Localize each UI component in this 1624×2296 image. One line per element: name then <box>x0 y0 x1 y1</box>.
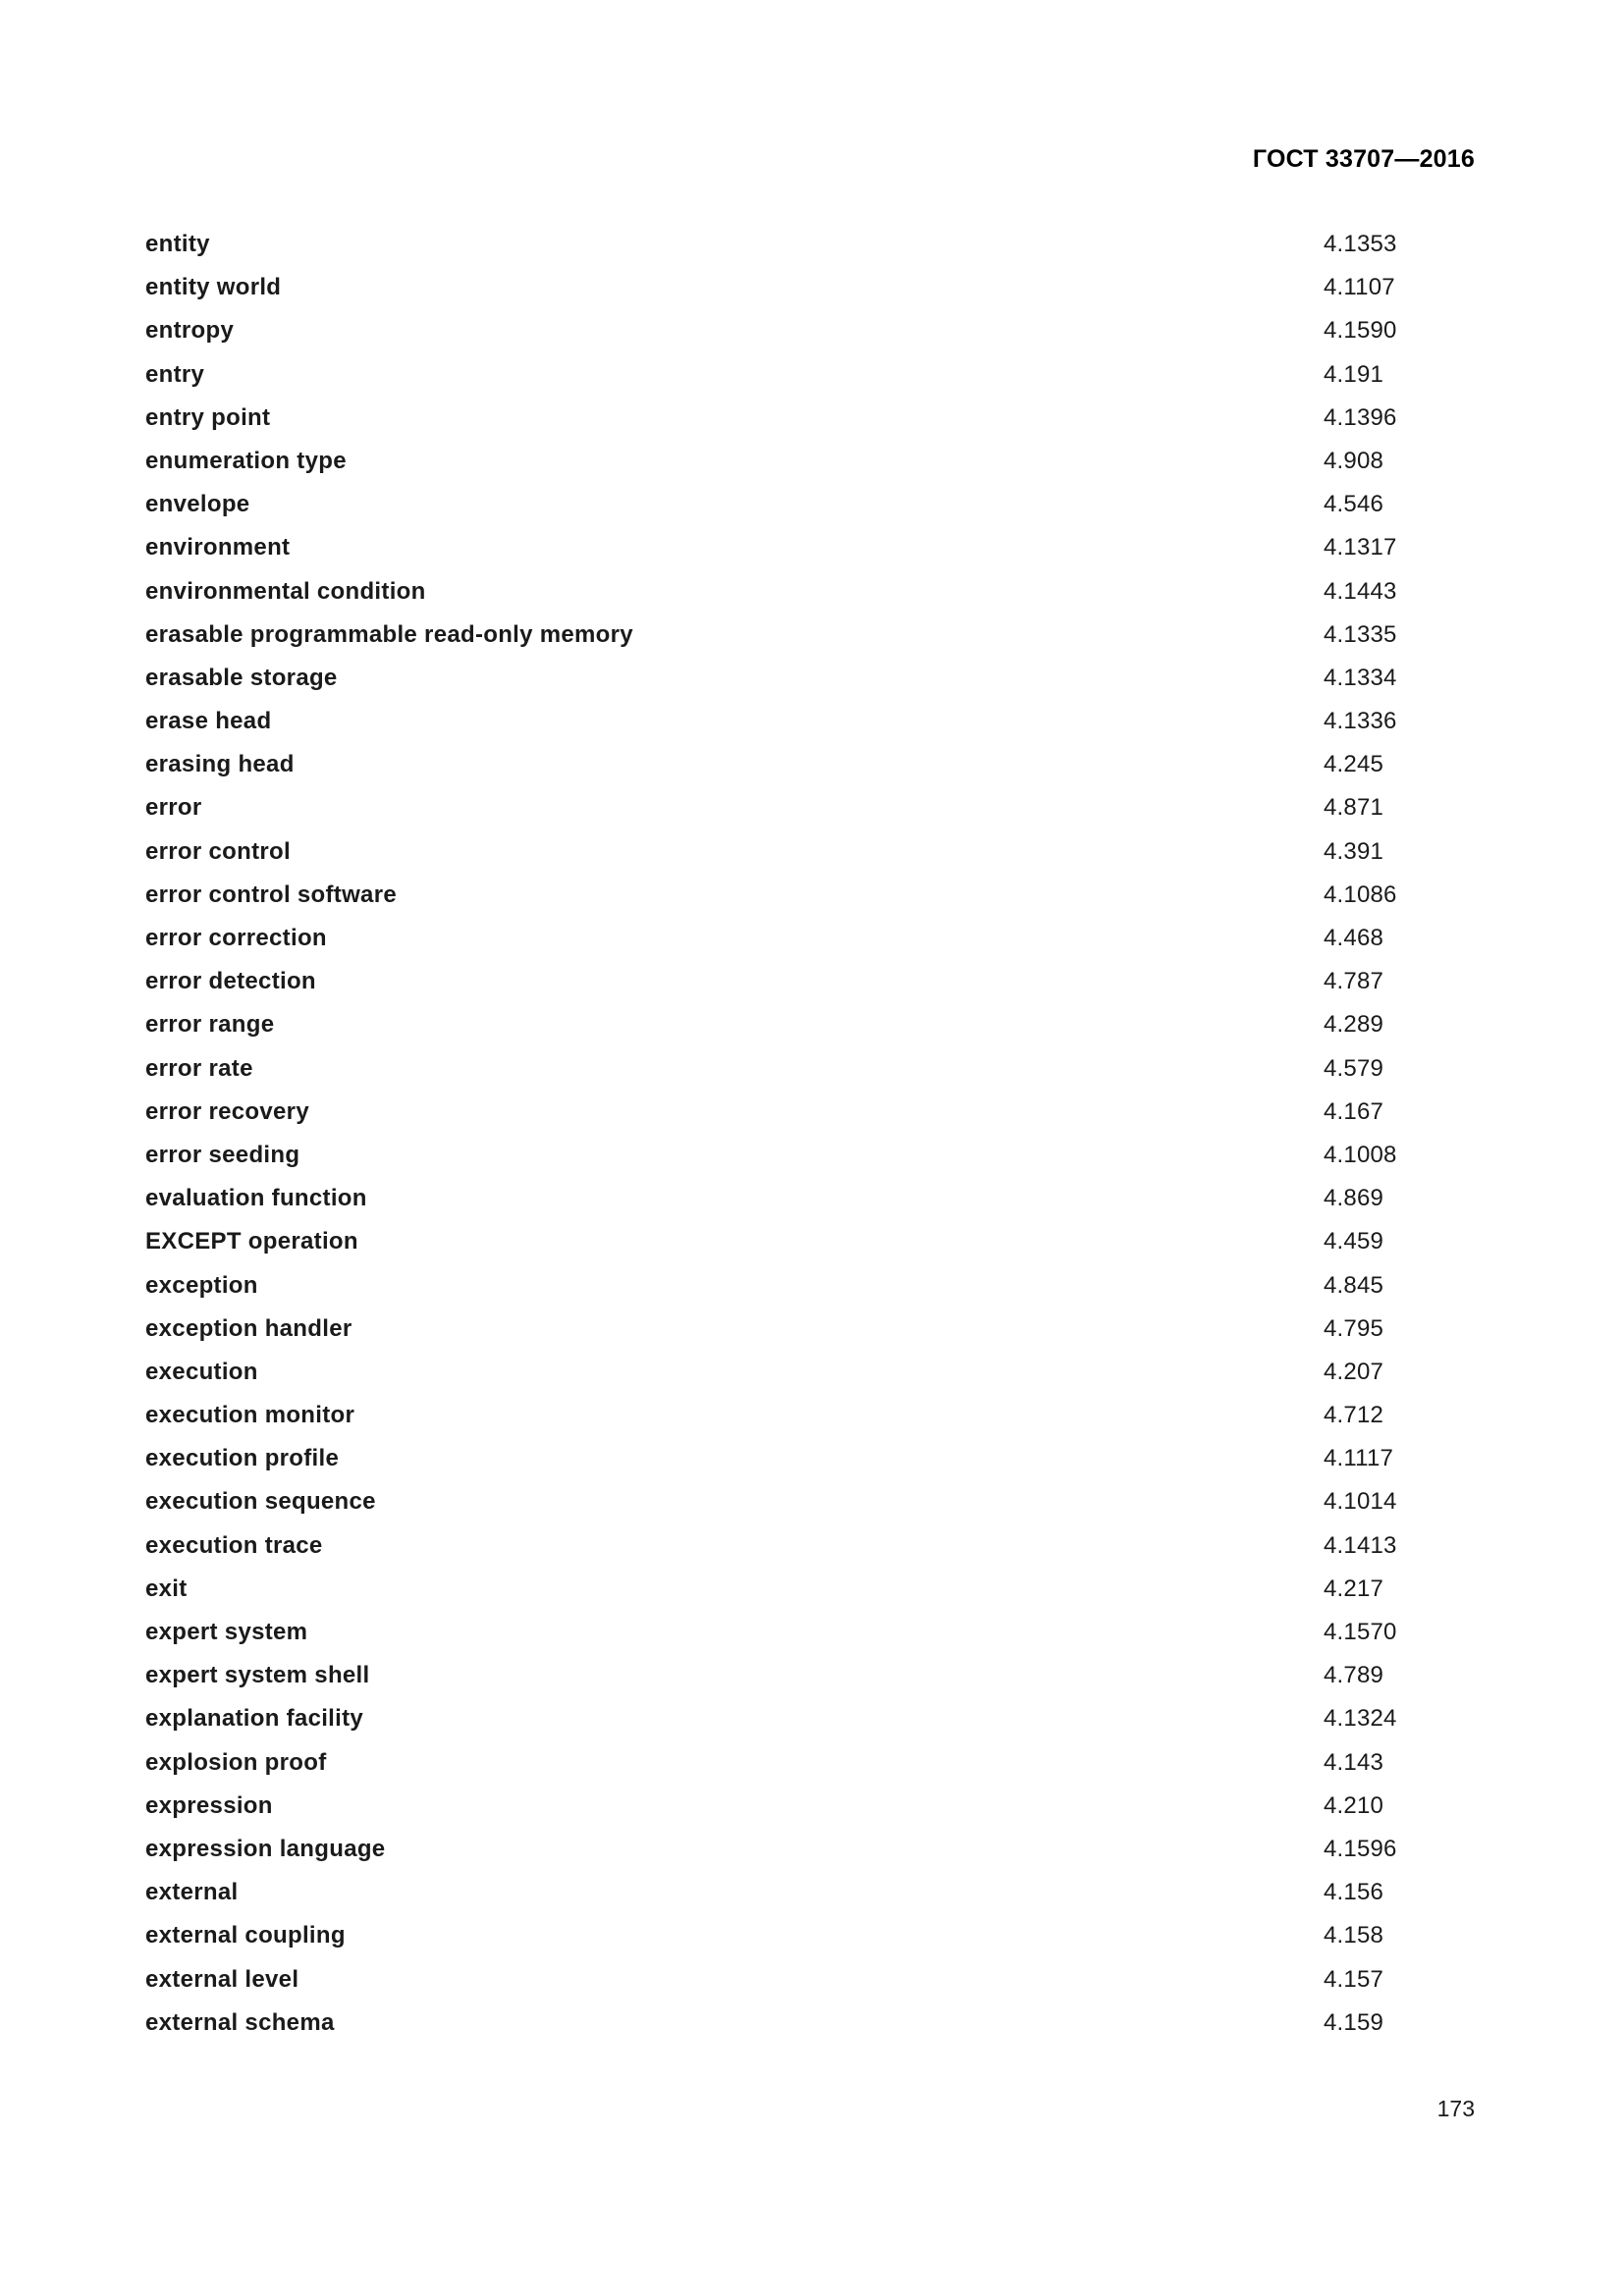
index-entry-term: error range <box>145 1011 275 1039</box>
index-entry-reference: 4.1353 <box>1324 231 1397 257</box>
index-entry <box>145 317 1441 360</box>
index-entry-term: erasing head <box>145 751 295 778</box>
index-entry-reference: 4.1335 <box>1324 620 1397 648</box>
index-entry-reference: 4.1596 <box>1324 1835 1397 1862</box>
index-entry-reference: 4.289 <box>1324 1011 1384 1039</box>
index-entry-reference: 4.207 <box>1324 1358 1384 1385</box>
index-entry-list <box>145 231 1441 2053</box>
index-entry <box>145 1272 1441 1315</box>
index-entry-term: execution sequence <box>145 1488 376 1516</box>
index-entry <box>145 621 1441 665</box>
index-entry-term: expression <box>145 1791 273 1819</box>
index-entry <box>145 1662 1441 1705</box>
index-entry-term: erasable storage <box>145 664 338 691</box>
index-entry <box>145 1879 1441 1922</box>
index-entry-reference: 4.158 <box>1324 1922 1384 1949</box>
index-entry-term: entry <box>145 360 205 388</box>
index-entry-reference: 4.1590 <box>1324 317 1397 345</box>
index-entry-reference: 4.908 <box>1324 447 1384 474</box>
index-entry-reference: 4.1008 <box>1324 1141 1397 1168</box>
index-entry-term: expert system <box>145 1619 308 1645</box>
index-entry <box>145 231 1441 274</box>
index-entry <box>145 1402 1441 1445</box>
index-entry-reference: 4.1014 <box>1324 1488 1397 1516</box>
index-entry <box>145 1966 1441 2009</box>
index-entry <box>145 1185 1441 1228</box>
index-entry-term: external <box>145 1879 239 1906</box>
index-entry-term: entry point <box>145 403 271 431</box>
index-entry-reference: 4.1317 <box>1324 534 1397 561</box>
index-entry <box>145 578 1441 621</box>
index-entry <box>145 794 1441 837</box>
index-entry-term: error control software <box>145 881 397 908</box>
index-entry-reference: 4.1107 <box>1324 274 1395 301</box>
index-entry-reference: 4.167 <box>1324 1097 1384 1125</box>
index-entry-reference: 4.191 <box>1324 360 1384 388</box>
index-entry-reference: 4.391 <box>1324 837 1384 865</box>
index-entry-term: erasable programmable read-only memory <box>145 620 633 648</box>
index-entry <box>145 491 1441 534</box>
index-entry <box>145 2009 1441 2053</box>
index-entry-term: entropy <box>145 317 235 345</box>
index-entry-term: error seeding <box>145 1141 300 1168</box>
index-entry-reference: 4.210 <box>1324 1791 1384 1819</box>
index-entry-term: error control <box>145 837 291 865</box>
index-entry <box>145 1055 1441 1098</box>
standard-header: ГОСТ 33707—2016 <box>1252 145 1475 173</box>
index-entry-term: erase head <box>145 708 272 735</box>
index-entry-reference: 4.579 <box>1324 1054 1384 1082</box>
index-entry <box>145 1098 1441 1142</box>
index-entry-reference: 4.787 <box>1324 968 1384 995</box>
index-entry <box>145 1228 1441 1271</box>
index-entry <box>145 838 1441 881</box>
index-entry-term: execution <box>145 1358 258 1385</box>
index-entry-reference: 4.1117 <box>1324 1445 1394 1472</box>
index-entry-term: entity world <box>145 274 282 301</box>
index-entry <box>145 708 1441 751</box>
index-entry-reference: 4.217 <box>1324 1575 1384 1602</box>
index-entry <box>145 1705 1441 1748</box>
index-entry <box>145 1792 1441 1836</box>
index-entry-reference: 4.1324 <box>1324 1705 1397 1733</box>
index-entry-reference: 4.143 <box>1324 1748 1384 1776</box>
index-entry-term: evaluation function <box>145 1185 367 1212</box>
index-entry-reference: 4.156 <box>1324 1879 1384 1906</box>
index-entry <box>145 1011 1441 1054</box>
index-entry-term: explanation facility <box>145 1705 364 1733</box>
index-entry-term: error detection <box>145 968 316 995</box>
index-entry-term: error correction <box>145 925 327 951</box>
index-entry <box>145 1749 1441 1792</box>
index-entry-reference: 4.157 <box>1324 1965 1384 1993</box>
index-entry <box>145 534 1441 577</box>
index-entry <box>145 1488 1441 1531</box>
index-entry-term: expert system shell <box>145 1662 370 1689</box>
index-entry-term: exception <box>145 1271 258 1299</box>
index-entry <box>145 274 1441 317</box>
index-entry-reference: 4.869 <box>1324 1185 1384 1212</box>
index-entry-reference: 4.789 <box>1324 1662 1384 1689</box>
index-entry-term: error recovery <box>145 1097 309 1125</box>
index-entry-term: environmental condition <box>145 577 426 605</box>
index-entry-term: external coupling <box>145 1922 346 1949</box>
index-entry <box>145 1619 1441 1662</box>
index-entry <box>145 1922 1441 1965</box>
index-entry-term: execution monitor <box>145 1402 355 1429</box>
index-entry-reference: 4.871 <box>1324 794 1384 822</box>
index-entry-term: exception handler <box>145 1314 352 1342</box>
index-entry-reference: 4.1336 <box>1324 708 1397 735</box>
index-entry-reference: 4.546 <box>1324 491 1384 518</box>
index-entry-reference: 4.468 <box>1324 925 1384 951</box>
page-number: 173 <box>1436 2096 1475 2121</box>
index-entry <box>145 751 1441 794</box>
index-entry-term: external level <box>145 1965 299 1993</box>
index-entry-term: error <box>145 794 202 822</box>
index-entry-term: entity <box>145 231 210 257</box>
index-entry-reference: 4.159 <box>1324 2008 1384 2036</box>
index-entry-reference: 4.845 <box>1324 1271 1384 1299</box>
index-entry <box>145 1142 1441 1185</box>
index-entry-reference: 4.459 <box>1324 1228 1384 1255</box>
index-entry <box>145 404 1441 448</box>
index-entry-term: explosion proof <box>145 1748 327 1776</box>
index-entry-term: EXCEPT operation <box>145 1228 358 1255</box>
index-entry <box>145 925 1441 968</box>
index-entry-term: external schema <box>145 2008 335 2036</box>
index-entry-reference: 4.712 <box>1324 1402 1384 1429</box>
index-entry <box>145 1532 1441 1575</box>
index-entry <box>145 1445 1441 1488</box>
index-entry-reference: 4.1443 <box>1324 577 1397 605</box>
index-entry <box>145 1836 1441 1879</box>
index-entry-term: environment <box>145 534 291 561</box>
index-entry <box>145 881 1441 925</box>
index-entry-reference: 4.1396 <box>1324 403 1397 431</box>
index-entry-term: execution profile <box>145 1445 340 1472</box>
index-entry-reference: 4.245 <box>1324 751 1384 778</box>
index-entry-term: envelope <box>145 491 250 518</box>
index-entry <box>145 361 1441 404</box>
index-entry-term: exit <box>145 1575 188 1602</box>
index-entry-term: execution trace <box>145 1531 323 1559</box>
index-entry-reference: 4.795 <box>1324 1314 1384 1342</box>
index-entry-reference: 4.1334 <box>1324 664 1397 691</box>
index-entry-reference: 4.1086 <box>1324 881 1397 908</box>
index-entry-reference: 4.1413 <box>1324 1531 1397 1559</box>
index-entry-reference: 4.1570 <box>1324 1619 1397 1645</box>
index-entry <box>145 448 1441 491</box>
index-entry <box>145 665 1441 708</box>
index-entry <box>145 1315 1441 1359</box>
index-entry <box>145 1575 1441 1619</box>
index-entry-term: enumeration type <box>145 447 347 474</box>
index-entry-term: error rate <box>145 1054 253 1082</box>
index-entry <box>145 968 1441 1011</box>
index-entry-term: expression language <box>145 1835 386 1862</box>
index-entry <box>145 1359 1441 1402</box>
